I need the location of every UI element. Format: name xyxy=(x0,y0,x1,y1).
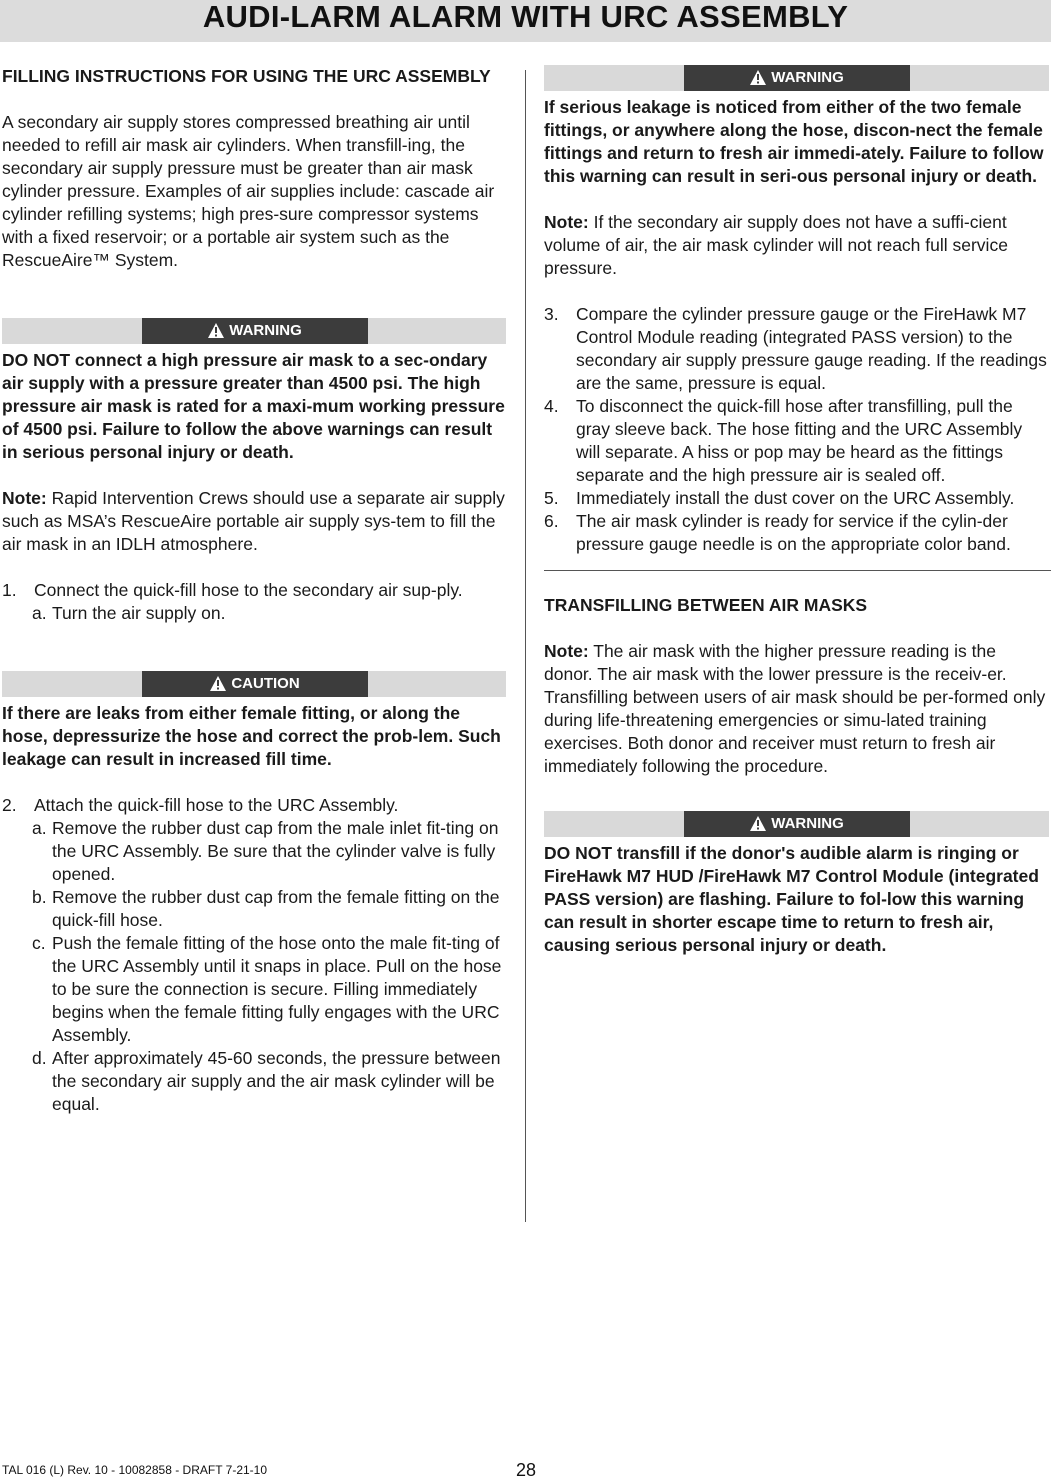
caution-banner xyxy=(2,671,506,697)
substep-letter: a. xyxy=(32,818,47,838)
substep-text: After approximately 45-60 seconds, the pressure between the secondary air supply and the air mask cylinder will be equal. xyxy=(52,1048,501,1114)
step-number: 1. xyxy=(2,580,17,600)
substep-text: Remove the rubber dust cap from the male inlet fit-ting on the URC Assembly. Be sure that the cylinder valve is fully opened. xyxy=(52,818,499,884)
warning-text-1: DO NOT connect a high pressure air mask to a sec-ondary air supply with a pressure greater than 4500 psi. The high pressure air mask is rated for a maxi-mum working pressure of 4500 psi. Failure to follow the above warnings can result in serious personal injury or death. xyxy=(2,350,505,462)
intro-paragraph: A secondary air supply stores compressed breathing air until needed to refill air mask air cylinders. When transfill-ing, the secondary air supply pressure must be greater than air mask cylinder pressure. Examples of air supplies include: cascade air cylinder refilling systems; high pres-sure compressor systems with a fixed reservoir; or a portable air system such as the RescueAire™ System. xyxy=(2,112,495,270)
substep-text: Turn the air supply on. xyxy=(52,603,226,623)
warning-text-3: DO NOT transfill if the donor's audible alarm is ringing or FireHawk M7 HUD /FireHawk M7 Control Module (integrated PASS version) are flashing. Failure to fol-low this warning can result in shorter escape time to return to fresh air, causing serious personal injury or death. xyxy=(544,843,1039,955)
step-number: 4. xyxy=(544,396,559,416)
step-text: Immediately install the dust cover on the URC Assembly. xyxy=(576,488,1015,508)
note-transfilling xyxy=(544,640,1049,778)
warning-banner-1 xyxy=(2,318,506,344)
substep-letter: b. xyxy=(32,887,47,907)
step-number: 5. xyxy=(544,488,559,508)
substep-letter: d. xyxy=(32,1048,47,1068)
page-number: 28 xyxy=(516,1460,537,1480)
note-label: Note: xyxy=(544,641,589,661)
column-divider xyxy=(525,70,526,1222)
section-heading-filling: FILLING INSTRUCTIONS FOR USING THE URC ASSEMBLY xyxy=(2,66,491,86)
step-6 xyxy=(544,510,1049,556)
step-number: 2. xyxy=(2,795,17,815)
section-heading-transfilling: TRANSFILLING BETWEEN AIR MASKS xyxy=(544,595,868,615)
substep-letter: c. xyxy=(32,933,46,953)
step-text: The air mask cylinder is ready for service if the cylin-der pressure gauge needle is on the appropriate color band. xyxy=(576,511,1011,554)
page-title: AUDI-LARM ALARM WITH URC ASSEMBLY xyxy=(202,0,849,34)
step-3 xyxy=(544,303,1049,395)
substep-letter: a. xyxy=(32,603,47,623)
warning-label: WARNING xyxy=(229,322,302,339)
caution-triangle-icon xyxy=(210,676,226,691)
warning-label: WARNING xyxy=(771,815,844,832)
step-2b xyxy=(2,886,506,932)
note-text: The air mask with the higher pressure reading is the donor. The air mask with the lower pressure is the receiv-er. Transfilling between users of air mask should be per-formed only during life-threatening emergencies or simu-lated training exercises. Both donor and receiver must return to fresh air immediately following the procedure. xyxy=(544,641,1046,776)
step-2a xyxy=(2,817,506,886)
step-1 xyxy=(2,579,506,602)
note-supply-volume xyxy=(544,211,1049,280)
note-text: Rapid Intervention Crews should use a separate air supply such as MSA’s RescueAire portable air supply sys-tem to fill the air mask in an IDLH atmosphere. xyxy=(2,488,505,554)
note-text: If the secondary air supply does not have a suffi-cient volume of air, the air mask cylinder will not reach full service pressure. xyxy=(544,212,1008,278)
step-2d xyxy=(2,1047,506,1116)
substep-text: Remove the rubber dust cap from the female fitting on the quick-fill hose. xyxy=(52,887,500,930)
document-id: TAL 016 (L) Rev. 10 - 10082858 - DRAFT 7-21-10 xyxy=(2,1463,268,1477)
step-4 xyxy=(544,395,1049,487)
left-column xyxy=(2,65,506,1116)
step-number: 6. xyxy=(544,511,559,531)
substep-text: Push the female fitting of the hose onto the male fit-ting of the URC Assembly until it snaps in place. Pull on the hose to be sure the connection is secure. Filling immediately begins when the female fitting fully engages with the URC Assembly. xyxy=(52,933,502,1045)
right-column xyxy=(544,65,1049,980)
step-5 xyxy=(544,487,1049,510)
step-text: To disconnect the quick-fill hose after transfilling, pull the gray sleeve back. The hose fitting and the URC Assembly will separate. A hiss or pop may be heard as the fittings separate and the high pressure air is sealed off. xyxy=(576,396,1023,485)
warning-banner-3 xyxy=(544,811,1049,837)
step-text: Attach the quick-fill hose to the URC Assembly. xyxy=(34,795,399,815)
step-number: 3. xyxy=(544,304,559,324)
warning-banner-2 xyxy=(544,65,1049,91)
step-text: Compare the cylinder pressure gauge or the FireHawk M7 Control Module reading (integrated PASS version) to the secondary air supply pressure gauge reading. If the readings are the same, pressure is equal. xyxy=(576,304,1047,393)
step-2 xyxy=(2,794,506,817)
title-bar xyxy=(0,0,1051,42)
note-label: Note: xyxy=(2,488,47,508)
warning-label: WARNING xyxy=(771,69,844,86)
caution-label: CAUTION xyxy=(231,675,300,692)
warning-triangle-icon xyxy=(750,816,766,831)
step-2c xyxy=(2,932,506,1047)
warning-triangle-icon xyxy=(750,70,766,85)
note-rit xyxy=(2,487,506,556)
caution-text: If there are leaks from either female fitting, or along the hose, depressurize the hose and correct the prob-lem. Such leakage can result in increased fill time. xyxy=(2,703,501,769)
step-1a xyxy=(2,602,506,625)
warning-triangle-icon xyxy=(208,323,224,338)
step-text: Connect the quick-fill hose to the secondary air sup-ply. xyxy=(34,580,463,600)
warning-text-2: If serious leakage is noticed from either of the two female fittings, or anywhere along the hose, discon-nect the female fittings and return to fresh air immedi-ately. Failure to follow this warning can result in seri-ous personal injury or death. xyxy=(544,97,1044,186)
note-label: Note: xyxy=(544,212,589,232)
